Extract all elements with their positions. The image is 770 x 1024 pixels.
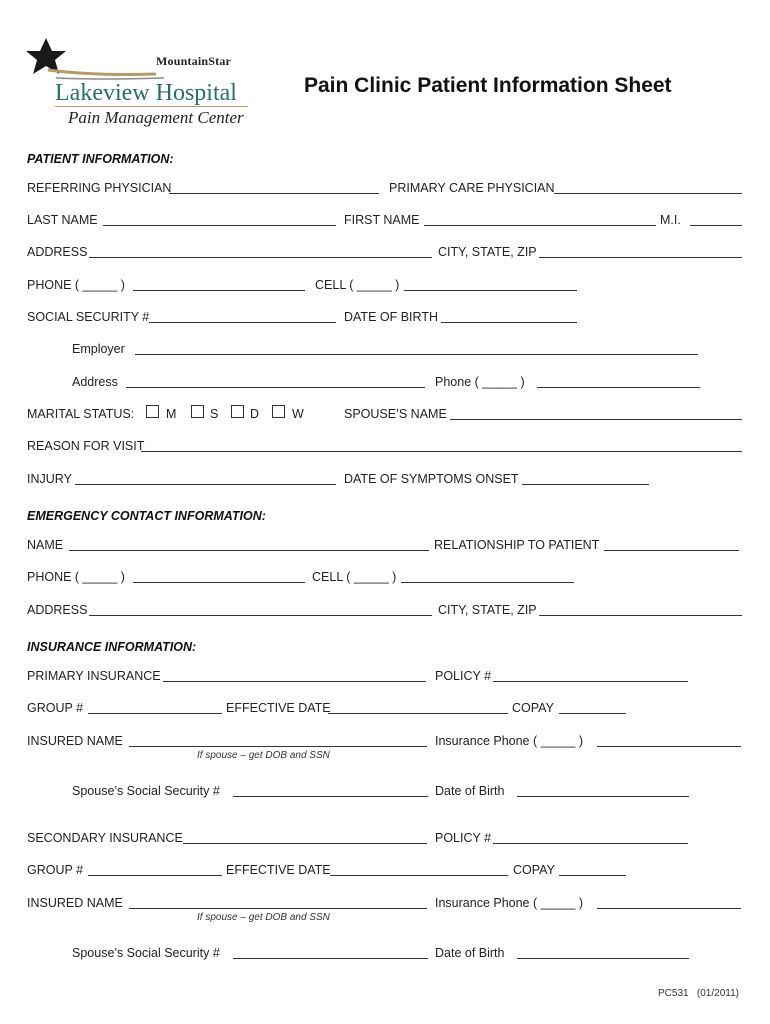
emergency-city-state-zip-label: CITY, STATE, ZIP (438, 603, 537, 617)
symptoms-onset-label: DATE OF SYMPTOMS ONSET (344, 472, 519, 486)
employer-phone-field[interactable] (537, 387, 700, 388)
mi-label: M.I. (660, 213, 681, 227)
reason-for-visit-label: REASON FOR VISIT (27, 439, 145, 453)
secondary-spouse-note: If spouse – get DOB and SSN (197, 912, 330, 923)
secondary-effective-date-field[interactable] (330, 875, 508, 876)
emergency-section-heading: EMERGENCY CONTACT INFORMATION: (27, 509, 266, 523)
marital-status-label: MARITAL STATUS: (27, 407, 135, 421)
secondary-insurance-phone-field[interactable] (597, 908, 741, 909)
secondary-spouse-ssn-field[interactable] (233, 958, 428, 959)
marital-s-label: S (210, 407, 219, 421)
relationship-field[interactable] (604, 550, 739, 551)
logo-divider (55, 106, 248, 107)
primary-copay-label: COPAY (512, 701, 554, 715)
secondary-insurance-field[interactable] (183, 843, 427, 844)
marital-d-checkbox[interactable] (231, 405, 244, 418)
emergency-city-state-zip-field[interactable] (539, 615, 742, 616)
cell-label: CELL ( _____ ) (315, 278, 400, 292)
secondary-insured-name-label: INSURED NAME (27, 896, 123, 910)
address-label: ADDRESS (27, 245, 88, 259)
secondary-policy-label: POLICY # (435, 831, 492, 845)
phone-label: PHONE ( _____ ) (27, 278, 125, 292)
marital-w-checkbox[interactable] (272, 405, 285, 418)
injury-field[interactable] (75, 484, 336, 485)
emergency-address-field[interactable] (89, 615, 432, 616)
secondary-insurance-phone-label: Insurance Phone ( _____ ) (435, 896, 584, 910)
dob-label: DATE OF BIRTH (344, 310, 438, 324)
secondary-spouse-dob-label: Date of Birth (435, 946, 505, 960)
secondary-copay-label: COPAY (513, 863, 555, 877)
primary-policy-label: POLICY # (435, 669, 492, 683)
marital-d-label: D (250, 407, 260, 421)
emergency-phone-field[interactable] (133, 582, 305, 583)
primary-effective-date-field[interactable] (328, 713, 508, 714)
employer-field[interactable] (135, 354, 698, 355)
referring-physician-field[interactable] (169, 193, 379, 194)
marital-s-checkbox[interactable] (191, 405, 204, 418)
relationship-label: RELATIONSHIP TO PATIENT (434, 538, 600, 552)
marital-m-label: M (166, 407, 177, 421)
primary-care-physician-label: PRIMARY CARE PHYSICIAN (389, 181, 555, 195)
referring-physician-label: REFERRING PHYSICIAN (27, 181, 172, 195)
injury-label: INJURY (27, 472, 72, 486)
primary-group-field[interactable] (88, 713, 222, 714)
primary-spouse-note: If spouse – get DOB and SSN (197, 750, 330, 761)
emergency-name-label: NAME (27, 538, 64, 552)
primary-spouse-dob-field[interactable] (517, 796, 689, 797)
reason-for-visit-field[interactable] (141, 451, 742, 452)
patient-section-heading: PATIENT INFORMATION: (27, 152, 174, 166)
star-icon (26, 36, 166, 86)
first-name-field[interactable] (424, 225, 656, 226)
symptoms-onset-field[interactable] (522, 484, 649, 485)
logo-hospital: Lakeview Hospital (55, 80, 237, 106)
secondary-policy-field[interactable] (493, 843, 688, 844)
primary-spouse-dob-label: Date of Birth (435, 784, 505, 798)
primary-effective-date-label: EFFECTIVE DATE (226, 701, 331, 715)
primary-group-label: GROUP # (27, 701, 84, 715)
cell-field[interactable] (404, 290, 577, 291)
city-state-zip-label: CITY, STATE, ZIP (438, 245, 537, 259)
marital-m-checkbox[interactable] (146, 405, 159, 418)
address-field[interactable] (89, 257, 432, 258)
primary-insured-name-label: INSURED NAME (27, 734, 123, 748)
emergency-cell-label: CELL ( _____ ) (312, 570, 397, 584)
ssn-label: SOCIAL SECURITY # (27, 310, 150, 324)
employer-address-field[interactable] (126, 387, 425, 388)
secondary-group-label: GROUP # (27, 863, 84, 877)
marital-w-label: W (292, 407, 304, 421)
primary-insurance-phone-field[interactable] (597, 746, 741, 747)
secondary-copay-field[interactable] (559, 875, 626, 876)
secondary-insurance-label: SECONDARY INSURANCE (27, 831, 183, 845)
secondary-insured-name-field[interactable] (129, 908, 427, 909)
emergency-address-label: ADDRESS (27, 603, 88, 617)
first-name-label: FIRST NAME (344, 213, 420, 227)
logo-center: Pain Management Center (68, 108, 244, 127)
city-state-zip-field[interactable] (539, 257, 742, 258)
last-name-label: LAST NAME (27, 213, 98, 227)
spouse-name-label: SPOUSE’S NAME (344, 407, 447, 421)
employer-phone-label: Phone ( _____ ) (435, 375, 525, 389)
emergency-phone-label: PHONE ( _____ ) (27, 570, 125, 584)
form-code: PC531 (01/2011) (658, 988, 739, 999)
secondary-spouse-dob-field[interactable] (517, 958, 689, 959)
spouse-name-field[interactable] (450, 419, 742, 420)
insurance-section-heading: INSURANCE INFORMATION: (27, 640, 197, 654)
logo-brand: MountainStar (156, 54, 232, 68)
phone-field[interactable] (133, 290, 305, 291)
primary-spouse-ssn-label: Spouse’s Social Security # (72, 784, 220, 798)
primary-policy-field[interactable] (493, 681, 688, 682)
emergency-name-field[interactable] (69, 550, 429, 551)
employer-label: Employer (72, 342, 125, 356)
primary-spouse-ssn-field[interactable] (233, 796, 428, 797)
primary-care-physician-field[interactable] (554, 193, 742, 194)
primary-insurance-field[interactable] (163, 681, 426, 682)
secondary-effective-date-label: EFFECTIVE DATE (226, 863, 331, 877)
last-name-field[interactable] (103, 225, 336, 226)
mi-field[interactable] (690, 225, 742, 226)
primary-insurance-phone-label: Insurance Phone ( _____ ) (435, 734, 584, 748)
primary-insurance-label: PRIMARY INSURANCE (27, 669, 161, 683)
ssn-field[interactable] (149, 322, 336, 323)
employer-address-label: Address (72, 375, 118, 389)
page-title: Pain Clinic Patient Information Sheet (304, 74, 672, 97)
primary-insured-name-field[interactable] (129, 746, 427, 747)
secondary-group-field[interactable] (88, 875, 222, 876)
dob-field[interactable] (441, 322, 577, 323)
secondary-spouse-ssn-label: Spouse’s Social Security # (72, 946, 220, 960)
primary-copay-field[interactable] (559, 713, 626, 714)
emergency-cell-field[interactable] (401, 582, 574, 583)
